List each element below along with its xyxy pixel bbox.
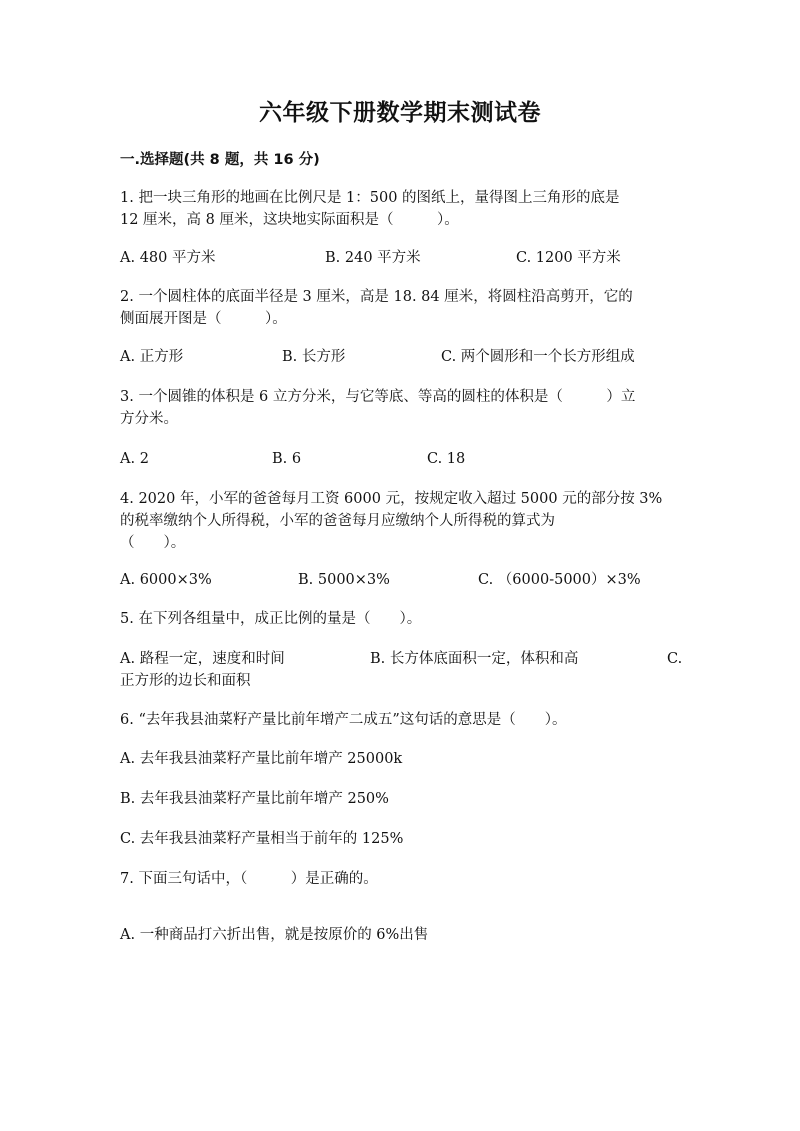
question-3-option-a: A. 2 bbox=[120, 451, 149, 467]
question-4-option-c: C. （6000-5000）×3% bbox=[478, 572, 641, 588]
question-4-option-a: A. 6000×3% bbox=[120, 572, 212, 588]
question-5-option-b: B. 长方体底面积一定，体积和高 bbox=[370, 651, 579, 667]
question-2-option-c: C. 两个圆形和一个长方形组成 bbox=[441, 349, 635, 365]
question-7-text: 7. 下面三句话中，（ ）是正确的。 bbox=[120, 871, 378, 887]
question-2-option-b: B. 长方形 bbox=[282, 349, 346, 365]
question-6-option-b: B. 去年我县油菜籽产量比前年增产 250% bbox=[120, 791, 389, 807]
question-3-text: 3. 一个圆锥的体积是 6 立方分米，与它等底、等高的圆柱的体积是（ ）立 方分米。 bbox=[120, 389, 636, 427]
question-4-option-b: B. 5000×3% bbox=[298, 572, 390, 588]
question-5-option-a: A. 路程一定，速度和时间 bbox=[120, 651, 285, 667]
question-1-text: 1. 把一块三角形的地画在比例尺是 1：500 的图纸上，量得图上三角形的底是 12 厘米，高 8 厘米，这块地实际面积是（ ）。 bbox=[120, 190, 620, 228]
question-3-option-b: B. 6 bbox=[272, 451, 302, 467]
question-1-option-a: A. 480 平方米 bbox=[120, 250, 216, 266]
question-1-option-c: C. 1200 平方米 bbox=[516, 250, 621, 266]
question-5-text: 5. 在下列各组量中，成正比例的量是（ ）。 bbox=[120, 611, 422, 627]
question-2-text: 2. 一个圆柱体的底面半径是 3 厘米，高是 18. 84 厘米，将圆柱沿高剪开，它的 侧面展开图是（ ）。 bbox=[120, 289, 633, 327]
question-5-option-c-text: 正方形的边长和面积 bbox=[120, 673, 251, 689]
page-title: 六年级下册数学期末测试卷 bbox=[259, 100, 541, 126]
question-6-option-c: C. 去年我县油菜籽产量相当于前年的 125% bbox=[120, 831, 404, 847]
question-1-option-b: B. 240 平方米 bbox=[325, 250, 421, 266]
question-5-option-c-label: C. bbox=[667, 651, 683, 667]
question-2-option-a: A. 正方形 bbox=[120, 349, 184, 365]
question-6-option-a: A. 去年我县油菜籽产量比前年增产 25000k bbox=[120, 751, 403, 767]
section-heading: 一.选择题(共 8 题，共 16 分) bbox=[120, 152, 320, 168]
question-4-text: 4. 2020 年，小军的爸爸每月工资 6000 元，按规定收入超过 5000 元的部分按 3% 的税率缴纳个人所得税，小军的爸爸每月应缴纳个人所得税的算式为 （ ）。 bbox=[120, 491, 663, 551]
question-6-text: 6. “去年我县油菜籽产量比前年增产二成五”这句话的意思是（ ）。 bbox=[120, 712, 567, 728]
question-3-option-c: C. 18 bbox=[427, 451, 466, 467]
question-7-option-a: A. 一种商品打六折出售，就是按原价的 6%出售 bbox=[120, 927, 429, 943]
